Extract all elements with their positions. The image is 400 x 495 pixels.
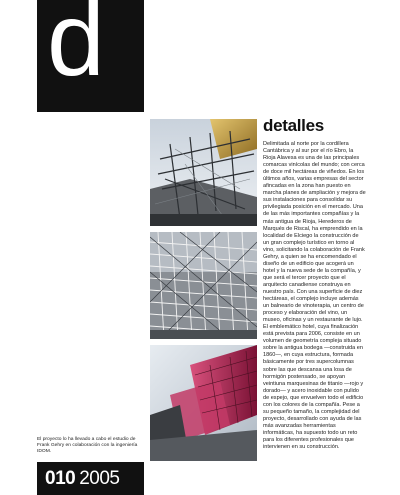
issue-number: 010: [45, 467, 76, 489]
issue-block: [37, 462, 144, 495]
article-body: Delimitada al norte por la cordillera Cantábrica y al sur por el río Ebro, la Rioja Alavesa es una de las principales comarcas vinícolas del mundo; con cerca de doce mil hectáreas de viñedos. En los últimos años, varias empresas del sector afincadas en la zona han puesto en marcha planes de ampliación y mejora de sus instalaciones para consolidar su privilegiada posición en el mercado. Una de las más importantes compañías y la más antigua de Rioja, Herederos de Marqués de Riscal, ha emprendido en la localidad de Elciego la construcción de un gran complejo turístico en torno al vino, solicitando la colaboración de Frank Gehry, a quien se ha encomendado el diseño de un edificio que acogerá un hotel y la nueva sede de la compañía, y que será el tercer proyecto que el arquitecto canadiense construya en nuestro país. Con una superficie de diez hectáreas, el complejo incluye además un balneario de vinoterapia, un centro de proceso y elaboración del vino, un museo, oficinas y un restaurante de lujo. El emblemático hotel, cuya finalización está prevista para 2006, consiste en un volumen de geometría compleja situado sobre la antigua bodega —construida en 1860—, en cuya estructura, formada básicamente por tres supercolumnas sobre las que descansa una losa de hormigón postensado, se apoyan veintiuna marquesinas de titanio —rojo y dorado— y acero inoxidable con pulido de espejo, que envuelven todo el edificio con los colores de la compañía. Pese a su pequeño tamaño, la complejidad del proyecto, desarrollado con ayuda de las más avanzadas herramientas informáticas, ha supuesto todo un reto para los diferentes profesionales que intervienen en su construcción.: [263, 141, 366, 451]
section-logo-letter: d: [47, 0, 105, 98]
photo-titanium-canopies: [150, 345, 257, 461]
section-title: detalles: [263, 116, 324, 135]
photo-caption: El proyecto lo ha llevado a cabo el estudio de Frank Gehry en colaboración con la ingeniería IDOM.: [37, 437, 138, 454]
photo-hotel-structure: [150, 119, 257, 226]
photo-steel-lattice: [150, 232, 257, 339]
section-logo-block: [37, 0, 144, 112]
issue-year: 2005: [79, 467, 120, 489]
